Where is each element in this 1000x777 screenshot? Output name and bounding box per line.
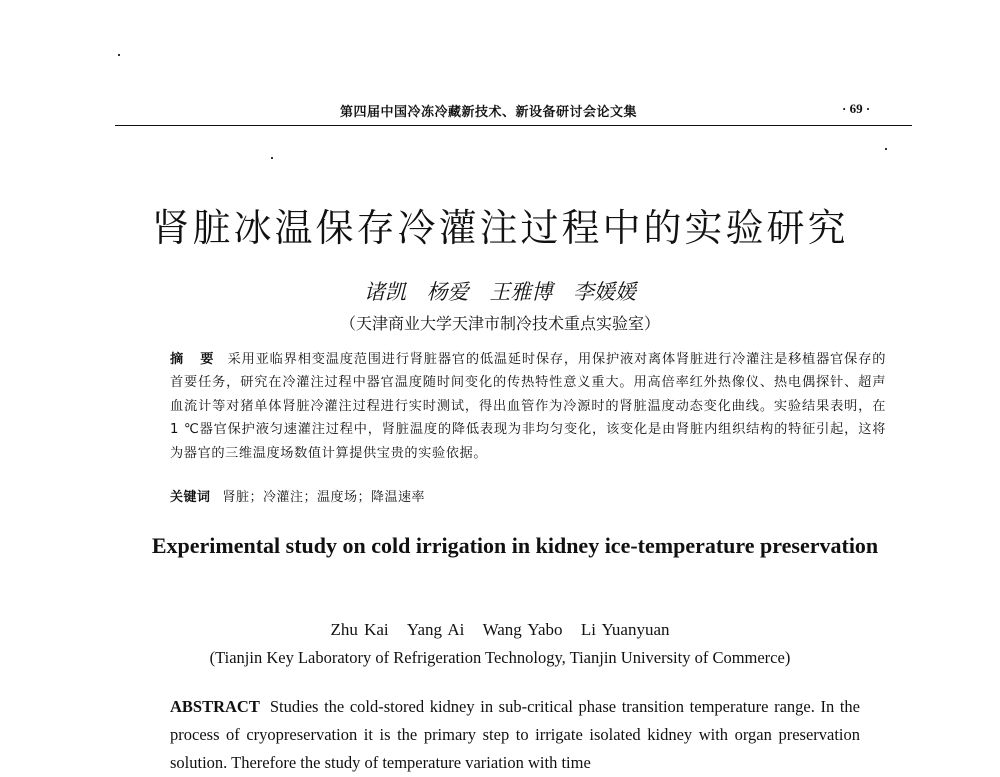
- english-authors: [0, 620, 1000, 640]
- english-abstract-text: Studies the cold-stored kidney in sub-critical phase transition temperature range. In the process of cryopreservation it is the primary step to irrigate isolated kidney with organ preservation solution. Therefore the study of temperature variation with time: [170, 697, 860, 772]
- scan-speck: [885, 148, 887, 150]
- english-title: Experimental study on cold irrigation in kidney ice-temperature preservation: [151, 533, 879, 558]
- author-name: 王雅博: [489, 280, 553, 304]
- author-name: 诸凯: [363, 280, 406, 304]
- scan-speck: [118, 54, 120, 56]
- chinese-title: 肾脏冰温保存冷灌注过程中的实验研究: [151, 206, 849, 250]
- chinese-authors: [0, 276, 1000, 306]
- header-divider: [115, 125, 912, 126]
- chinese-keywords: [170, 486, 886, 505]
- running-header-title: 第四届中国冷冻冷藏新技术、新设备研讨会论文集: [340, 105, 638, 120]
- english-abstract: [170, 693, 860, 777]
- english-affiliation: (Tianjin Key Laboratory of Refrigeration Technology, Tianjin University of Commerce): [209, 648, 791, 667]
- chinese-keywords-text: 肾脏；冷灌注；温度场；降温速率: [222, 490, 426, 505]
- author-name: 杨爱: [426, 280, 469, 304]
- english-abstract-label: ABSTRACT: [170, 697, 260, 716]
- author-name: Wang Yabo: [482, 620, 563, 639]
- chinese-abstract: [170, 348, 886, 465]
- author-name: 李媛媛: [573, 280, 637, 304]
- author-name: Li Yuanyuan: [580, 620, 670, 639]
- author-name: Yang Ai: [406, 620, 465, 639]
- chinese-abstract-text: 采用亚临界相变温度范围进行肾脏器官的低温延时保存，用保护液对离体肾脏进行冷灌注是移植器官保存的首要任务，研究在冷灌注过程中器官温度随时间变化的传热特性意义重大。用高倍率红外热像仪、热电偶探针、超声血流计等对猪单体肾脏冷灌注过程进行实时测试，得出血管作为冷源时的肾脏温度动态变化曲线。实验结果表明，在 1 ℃器官保护液匀速灌注过程中，肾脏温度的降低表现为非均匀变化，该变化是由肾脏内组织结构的特征引起，这将为器官的三维温度场数值计算提供宝贵的实验依据。: [170, 352, 886, 461]
- chinese-abstract-label: 摘 要: [170, 352, 220, 367]
- chinese-keywords-label: 关键词: [170, 490, 211, 505]
- chinese-affiliation: （天津商业大学天津市制冷技术重点实验室）: [339, 314, 660, 333]
- scan-speck: [271, 157, 273, 159]
- page-number: · 69 ·: [842, 101, 871, 116]
- author-name: Zhu Kai: [330, 620, 389, 639]
